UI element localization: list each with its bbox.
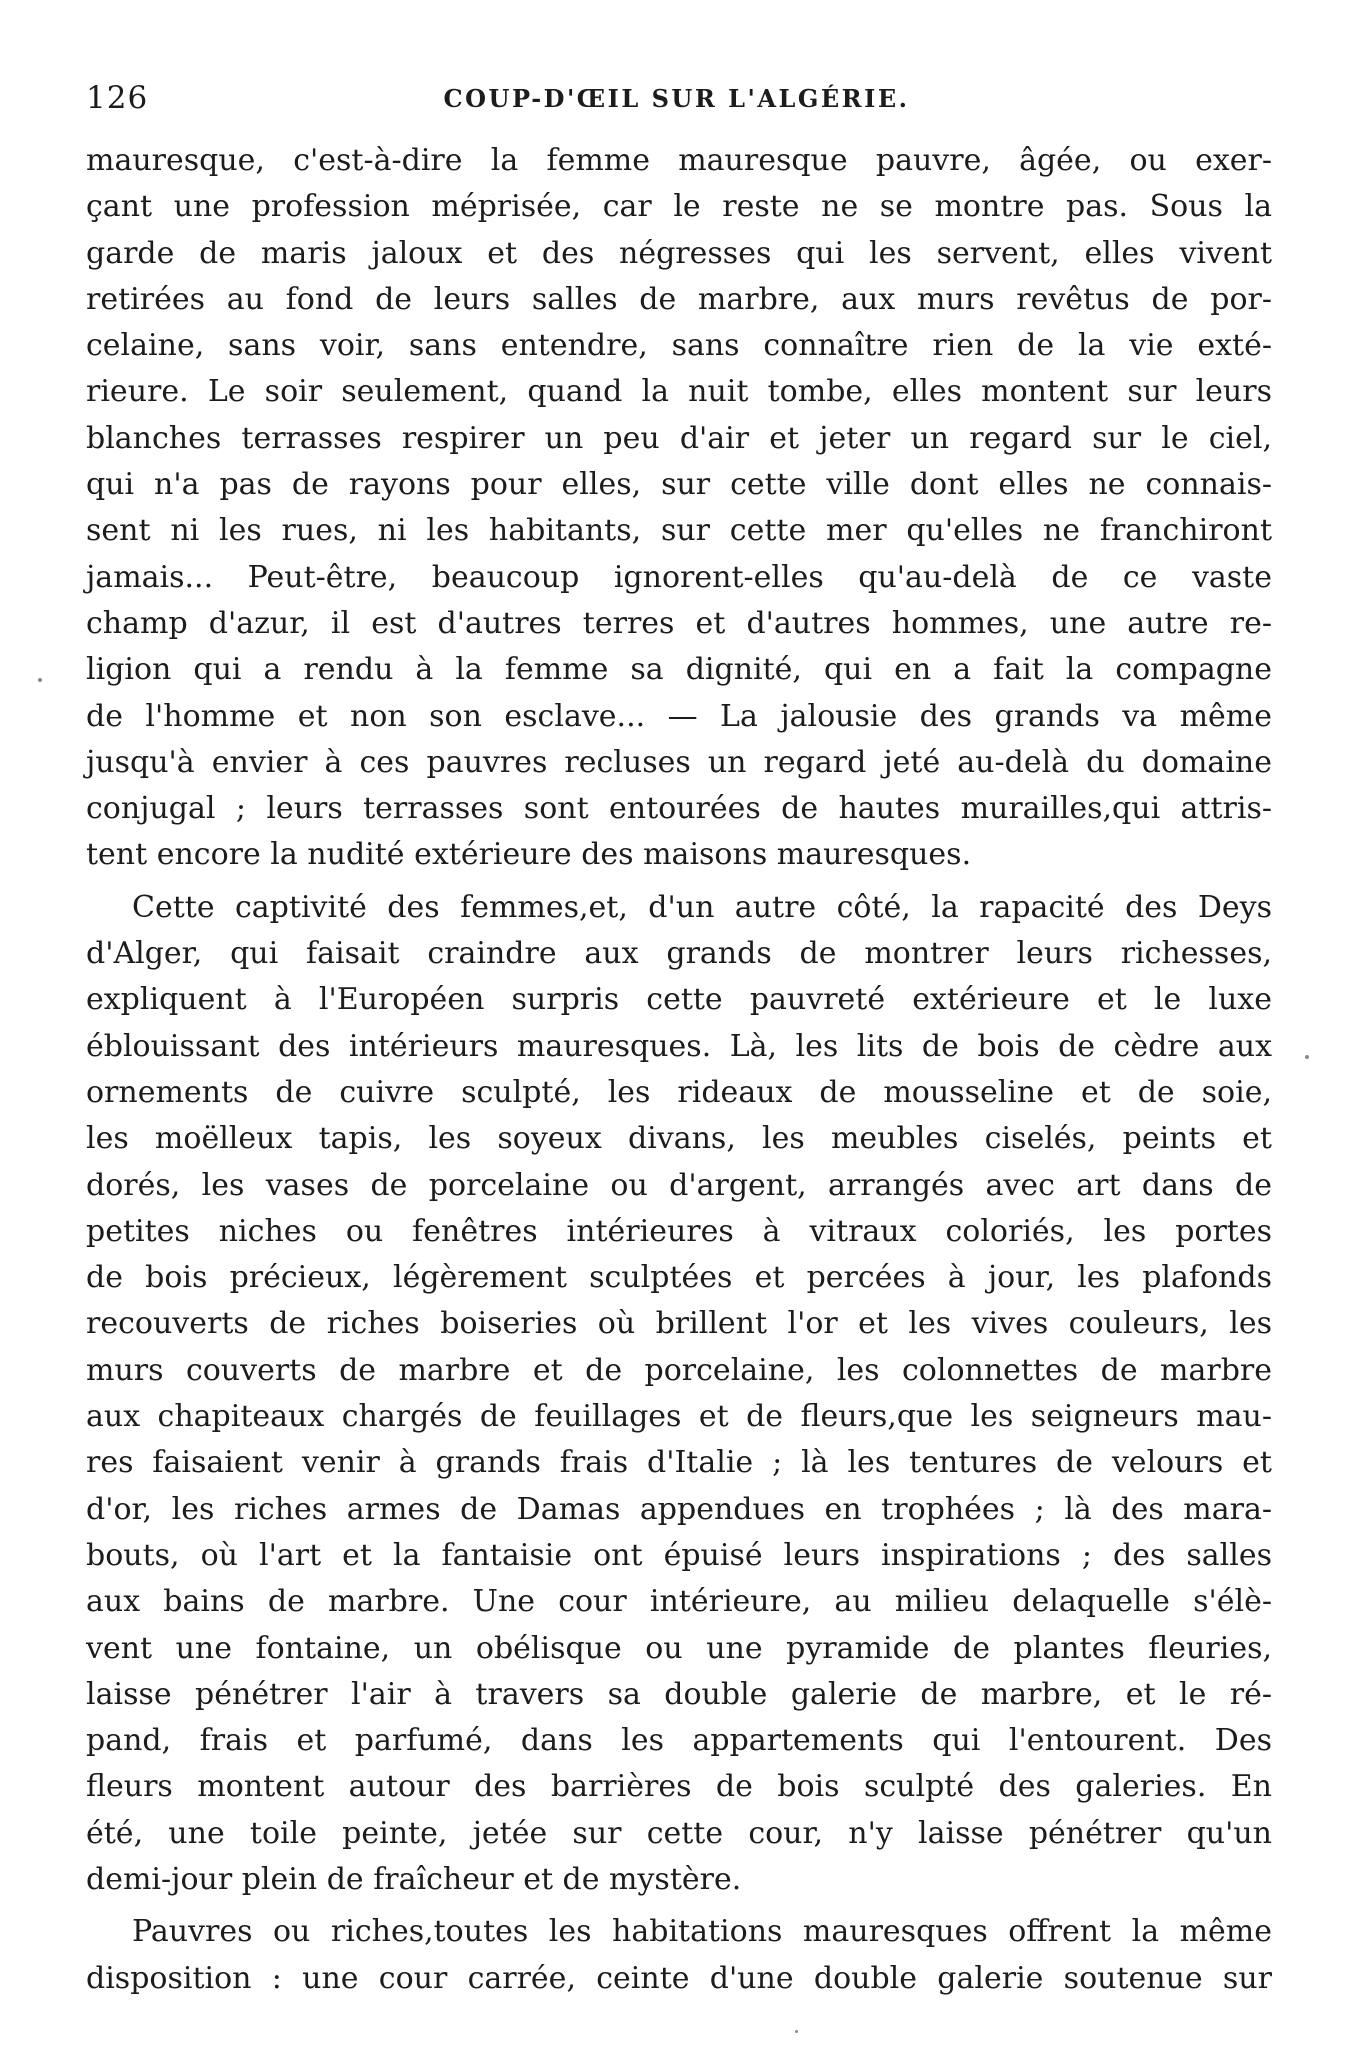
text-line: retirées au fond de leurs salles de marbre, aux murs revêtus de por- bbox=[86, 281, 1272, 317]
text-line: bouts, où l'art et la fantaisie ont épuisé leurs inspirations ; des salles bbox=[86, 1537, 1272, 1573]
text-line: qui n'a pas de rayons pour elles, sur cette ville dont elles ne connais- bbox=[86, 467, 1272, 503]
text-line: champ d'azur, il est d'autres terres et d'autres hommes, une autre re- bbox=[86, 605, 1272, 641]
text-line: blanches terrasses respirer un peu d'air et jeter un regard sur le ciel, bbox=[86, 420, 1272, 456]
body-text bbox=[86, 138, 1272, 2002]
text-line: d'Alger, qui faisait craindre aux grands de montrer leurs richesses, bbox=[86, 936, 1272, 972]
text-line: pand, frais et parfumé, dans les appartements qui l'entourent. Des bbox=[86, 1723, 1272, 1759]
text-line: dorés, les vases de porcelaine ou d'argent, arrangés avec art dans de bbox=[86, 1167, 1272, 1203]
text-line: Pauvres ou riches,toutes les habitations mauresques offrent la même bbox=[132, 1914, 1272, 1950]
text-line: de l'homme et non son esclave... — La jalousie des grands va même bbox=[86, 698, 1272, 734]
paragraph-3 bbox=[86, 1909, 1272, 2002]
text-line: ornements de cuivre sculpté, les rideaux de mousseline et de soie, bbox=[86, 1074, 1272, 1110]
paragraph-1 bbox=[86, 138, 1272, 879]
text-line: garde de maris jaloux et des négresses qui les servent, elles vivent bbox=[86, 235, 1272, 271]
text-line: vent une fontaine, un obélisque ou une pyramide de plantes fleuries, bbox=[86, 1630, 1272, 1666]
text-line: de bois précieux, légèrement sculptées et percées à jour, les plafonds bbox=[86, 1260, 1272, 1296]
print-speck bbox=[1305, 1055, 1309, 1059]
text-line: disposition : une cour carrée, ceinte d'une double galerie soutenue sur bbox=[86, 1960, 1272, 1996]
text-line: Cette captivité des femmes,et, d'un autre côté, la rapacité des Deys bbox=[132, 889, 1272, 925]
text-line: jamais... Peut-être, beaucoup ignorent-elles qu'au-delà de ce vaste bbox=[86, 559, 1272, 595]
text-line: petites niches ou fenêtres intérieures à vitraux coloriés, les portes bbox=[86, 1213, 1272, 1249]
text-line: mauresque, c'est-à-dire la femme mauresque pauvre, âgée, ou exer- bbox=[86, 143, 1272, 178]
text-line: tent encore la nudité extérieure des maisons mauresques. bbox=[86, 837, 972, 873]
text-line: conjugal ; leurs terrasses sont entourées de hautes murailles,qui attris- bbox=[86, 791, 1272, 827]
text-line: les moëlleux tapis, les soyeux divans, les meubles ciselés, peints et bbox=[86, 1121, 1272, 1157]
text-line: aux chapiteaux chargés de feuillages et de fleurs,que les seigneurs mau- bbox=[86, 1399, 1272, 1435]
running-title: COUP-D'ŒIL SUR L'ALGÉRIE. bbox=[443, 84, 910, 113]
paragraph-2 bbox=[86, 885, 1272, 1904]
text-line: éblouissant des intérieurs mauresques. Là, les lits de bois de cèdre aux bbox=[86, 1028, 1272, 1064]
text-line: fleurs montent autour des barrières de bois sculpté des galeries. En bbox=[86, 1769, 1272, 1805]
page-number: 126 bbox=[86, 80, 149, 116]
text-line: demi-jour plein de fraîcheur et de mystère. bbox=[86, 1861, 742, 1897]
text-line: ligion qui a rendu à la femme sa dignité, qui en a fait la compagne bbox=[86, 652, 1272, 688]
text-line: aux bains de marbre. Une cour intérieure, au milieu delaquelle s'élè- bbox=[86, 1584, 1272, 1620]
text-line: rieure. Le soir seulement, quand la nuit tombe, elles montent sur leurs bbox=[86, 374, 1272, 410]
text-line: celaine, sans voir, sans entendre, sans connaître rien de la vie exté- bbox=[86, 328, 1272, 364]
text-line: laisse pénétrer l'air à travers sa double galerie de marbre, et le ré- bbox=[86, 1676, 1272, 1712]
text-line: çant une profession méprisée, car le reste ne se montre pas. Sous la bbox=[86, 189, 1272, 225]
text-line: recouverts de riches boiseries où brillent l'or et les vives couleurs, les bbox=[86, 1306, 1272, 1342]
text-line: expliquent à l'Européen surpris cette pauvreté extérieure et le luxe bbox=[86, 982, 1272, 1018]
text-line: res faisaient venir à grands frais d'Italie ; là les tentures de velours et bbox=[86, 1445, 1272, 1481]
print-speck bbox=[795, 2030, 798, 2033]
text-line: d'or, les riches armes de Damas appendues en trophées ; là des mara- bbox=[86, 1491, 1272, 1527]
text-line: sent ni les rues, ni les habitants, sur cette mer qu'elles ne franchiront bbox=[86, 513, 1272, 549]
text-line: été, une toile peinte, jetée sur cette cour, n'y laisse pénétrer qu'un bbox=[86, 1815, 1272, 1851]
print-speck bbox=[38, 678, 42, 682]
text-line: murs couverts de marbre et de porcelaine, les colonnettes de marbre bbox=[86, 1352, 1272, 1388]
text-line: jusqu'à envier à ces pauvres recluses un regard jeté au-delà du domaine bbox=[86, 744, 1272, 780]
